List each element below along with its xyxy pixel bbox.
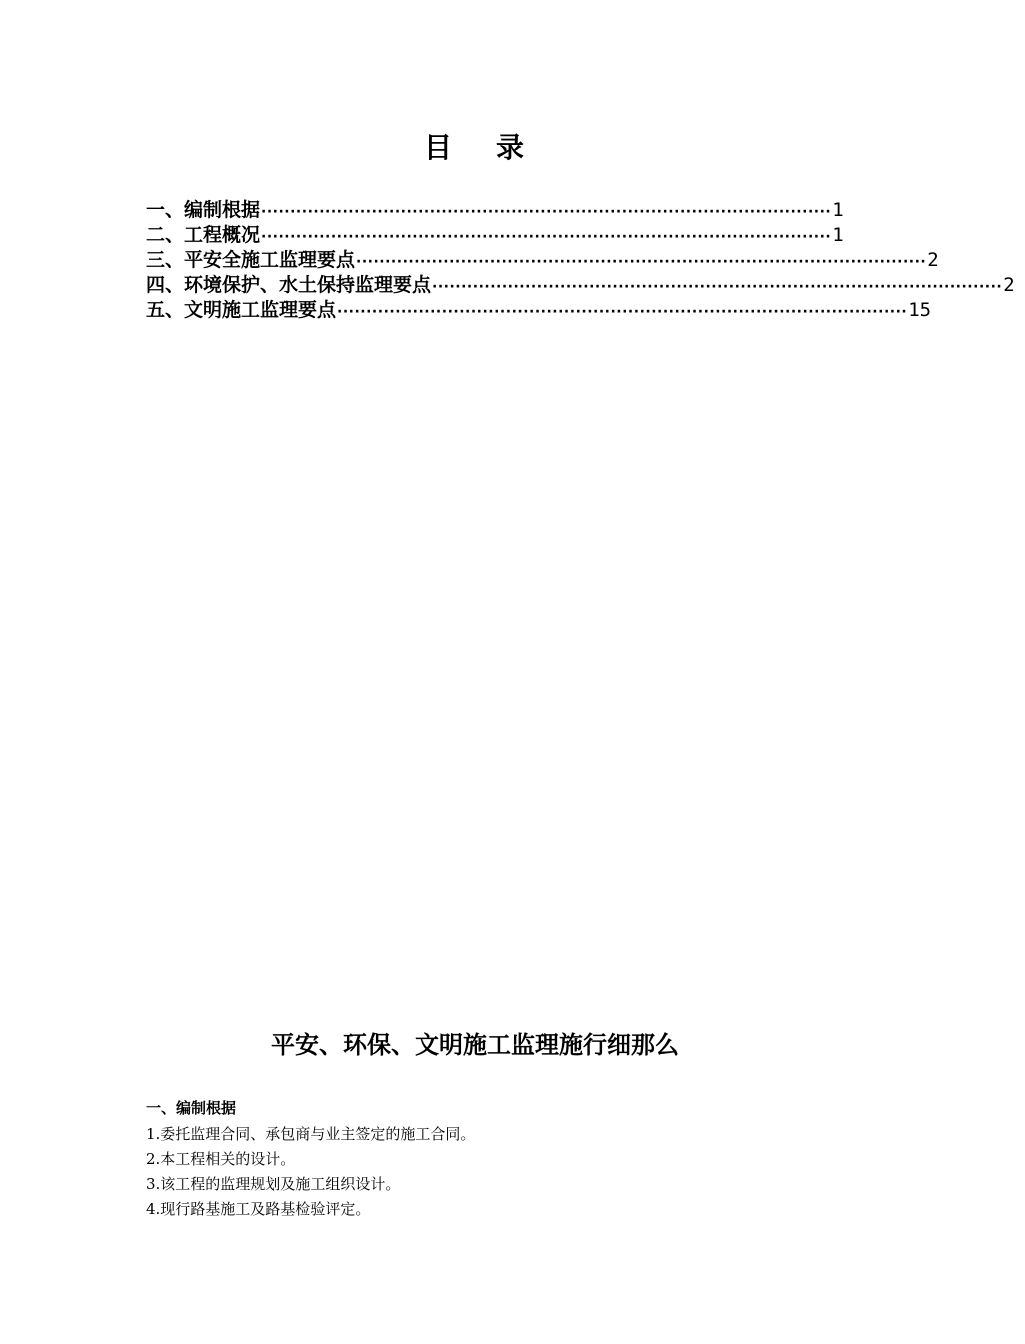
table-of-contents xyxy=(146,198,1015,323)
toc-title xyxy=(0,128,950,168)
toc-entry[interactable] xyxy=(146,248,939,273)
basis-list xyxy=(146,1122,806,1222)
toc-entry-leader: ·································································································· xyxy=(261,204,832,220)
toc-entry[interactable] xyxy=(146,198,844,223)
toc-entry[interactable] xyxy=(146,223,844,248)
toc-title-part1: 目 xyxy=(423,131,454,164)
toc-entry-leader: ·································································································· xyxy=(337,304,908,320)
list-item: 1.委托监理合同、承包商与业主签定的施工合同。 xyxy=(146,1125,476,1143)
toc-entry-label: 一、编制根据 xyxy=(146,199,261,221)
section-basis xyxy=(146,1096,806,1222)
toc-entry-leader: ·································································································· xyxy=(261,229,832,245)
toc-entry-page: 2 xyxy=(1003,274,1015,296)
toc-entry-page: 1 xyxy=(832,199,844,221)
toc-entry-label: 四、环境保护、水土保持监理要点 xyxy=(146,274,432,296)
toc-entry-leader: ·································································································· xyxy=(356,254,927,270)
toc-title-part2: 录 xyxy=(496,131,527,164)
toc-entry-label: 二、工程概况 xyxy=(146,224,261,246)
document-title: 平安、环保、文明施工监理施行细那么 xyxy=(271,1031,679,1059)
toc-entry-page: 15 xyxy=(908,299,932,321)
section-heading: 一、编制根据 xyxy=(146,1099,237,1117)
toc-entry-leader: ·································································································· xyxy=(432,279,1003,295)
toc-entry-page: 2 xyxy=(927,249,939,271)
list-item: 4.现行路基施工及路基检验评定。 xyxy=(146,1200,371,1218)
list-item: 3.该工程的监理规划及施工组织设计。 xyxy=(146,1175,401,1193)
toc-entry[interactable] xyxy=(146,298,932,323)
toc-entry-label: 五、文明施工监理要点 xyxy=(146,299,337,321)
list-item: 2.本工程相关的设计。 xyxy=(146,1150,296,1168)
toc-entry[interactable] xyxy=(146,273,1015,298)
toc-entry-page: 1 xyxy=(832,224,844,246)
toc-entry-label: 三、平安全施工监理要点 xyxy=(146,249,356,271)
